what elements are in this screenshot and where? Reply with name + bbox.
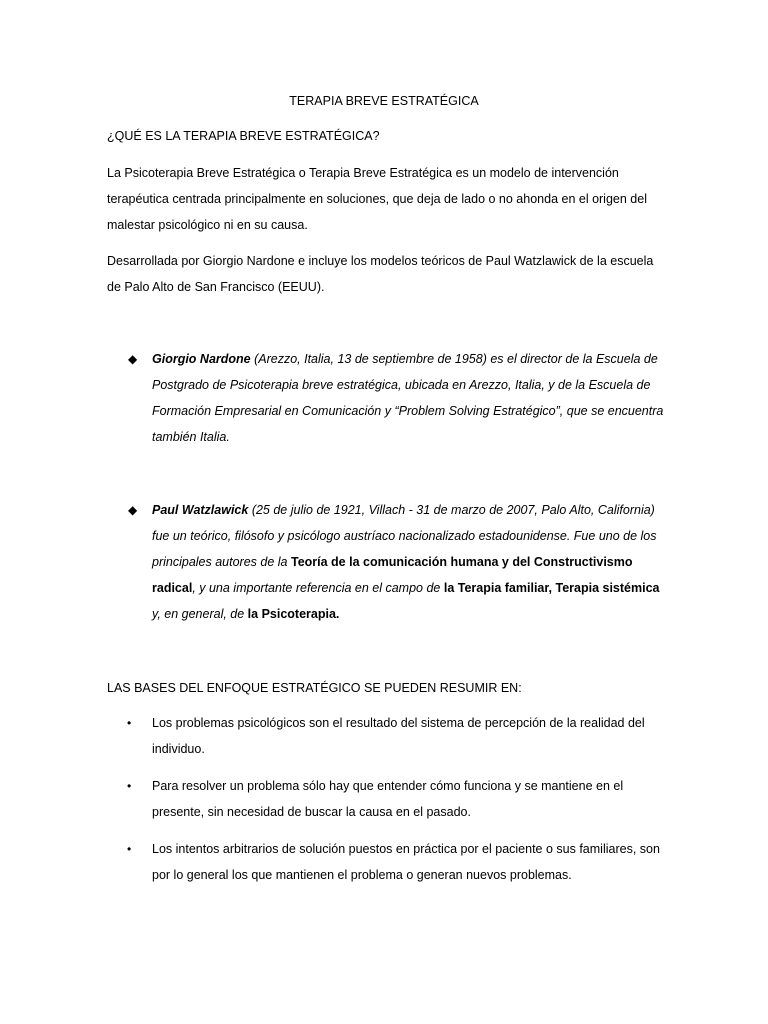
document-title: TERAPIA BREVE ESTRATÉGICA: [289, 94, 479, 108]
author-item-watzlawick: [128, 497, 671, 627]
bullet-icon: •: [127, 779, 132, 793]
author-name: Paul Watzlawick: [152, 503, 249, 517]
list-item: [127, 773, 667, 825]
diamond-bullet-icon: ◆: [128, 352, 138, 366]
developed-paragraph: Desarrollada por Giorgio Nardone e incluye los modelos teóricos de Paul Watzlawick de la escuela de Palo Alto de San Francisco (EEUU).: [107, 254, 654, 294]
list-item: [127, 710, 667, 762]
diamond-bullet-icon: ◆: [128, 503, 138, 517]
author-text-watzlawick: [152, 497, 671, 627]
list-item-text: Los problemas psicológicos son el resultado del sistema de percepción de la realidad del individuo.: [152, 716, 645, 756]
author-description: , y una importante referencia en el campo de: [192, 581, 444, 595]
bold-phrase: la Psicoterapia.: [247, 607, 340, 621]
bases-heading: LAS BASES DEL ENFOQUE ESTRATÉGICO SE PUEDEN RESUMIR EN:: [107, 681, 522, 695]
author-description: y, en general, de: [152, 607, 248, 621]
author-description: (25 de julio de 1921, Villach - 31 de marzo de 2007, Palo Alto, California) fue un teórico, filósofo y psicólogo austríaco nacionalizado estadounidense. Fue uno de los principales autores de la: [152, 503, 657, 569]
intro-paragraph: La Psicoterapia Breve Estratégica o Terapia Breve Estratégica es un modelo de intervención terapéutica centrada principalmente en soluciones, que deja de lado o no ahonda en el origen del malestar psicológico ni en su causa.: [107, 166, 647, 232]
list-item-text: Los intentos arbitrarios de solución puestos en práctica por el paciente o sus familiares, son por lo general los que mantienen el problema o generan nuevos problemas.: [152, 842, 660, 882]
author-item-nardone: [128, 346, 671, 450]
bullet-icon: •: [127, 716, 132, 730]
bold-phrase: la Terapia familiar, Terapia sistémica: [443, 581, 660, 595]
question-heading: ¿QUÉ ES LA TERAPIA BREVE ESTRATÉGICA?: [107, 129, 380, 143]
list-item-text: Para resolver un problema sólo hay que entender cómo funciona y se mantiene en el presente, sin necesidad de buscar la causa en el pasado.: [152, 779, 624, 819]
bullet-icon: •: [127, 842, 132, 856]
author-description: (Arezzo, Italia, 13 de septiembre de 1958) es el director de la Escuela de Postgrado de Psicoterapia breve estratégica, ubicada en Arezzo, Italia, y de la Escuela de Formación Empresarial en Comunicación y “Problem Solving Estratégico”, que se encuentra también Italia.: [152, 352, 664, 444]
author-name: Giorgio Nardone: [152, 352, 251, 366]
list-item: [127, 836, 667, 888]
bold-phrase: Teoría de la comunicación humana y del Constructivismo radical: [152, 555, 633, 595]
author-text-nardone: [152, 346, 671, 450]
